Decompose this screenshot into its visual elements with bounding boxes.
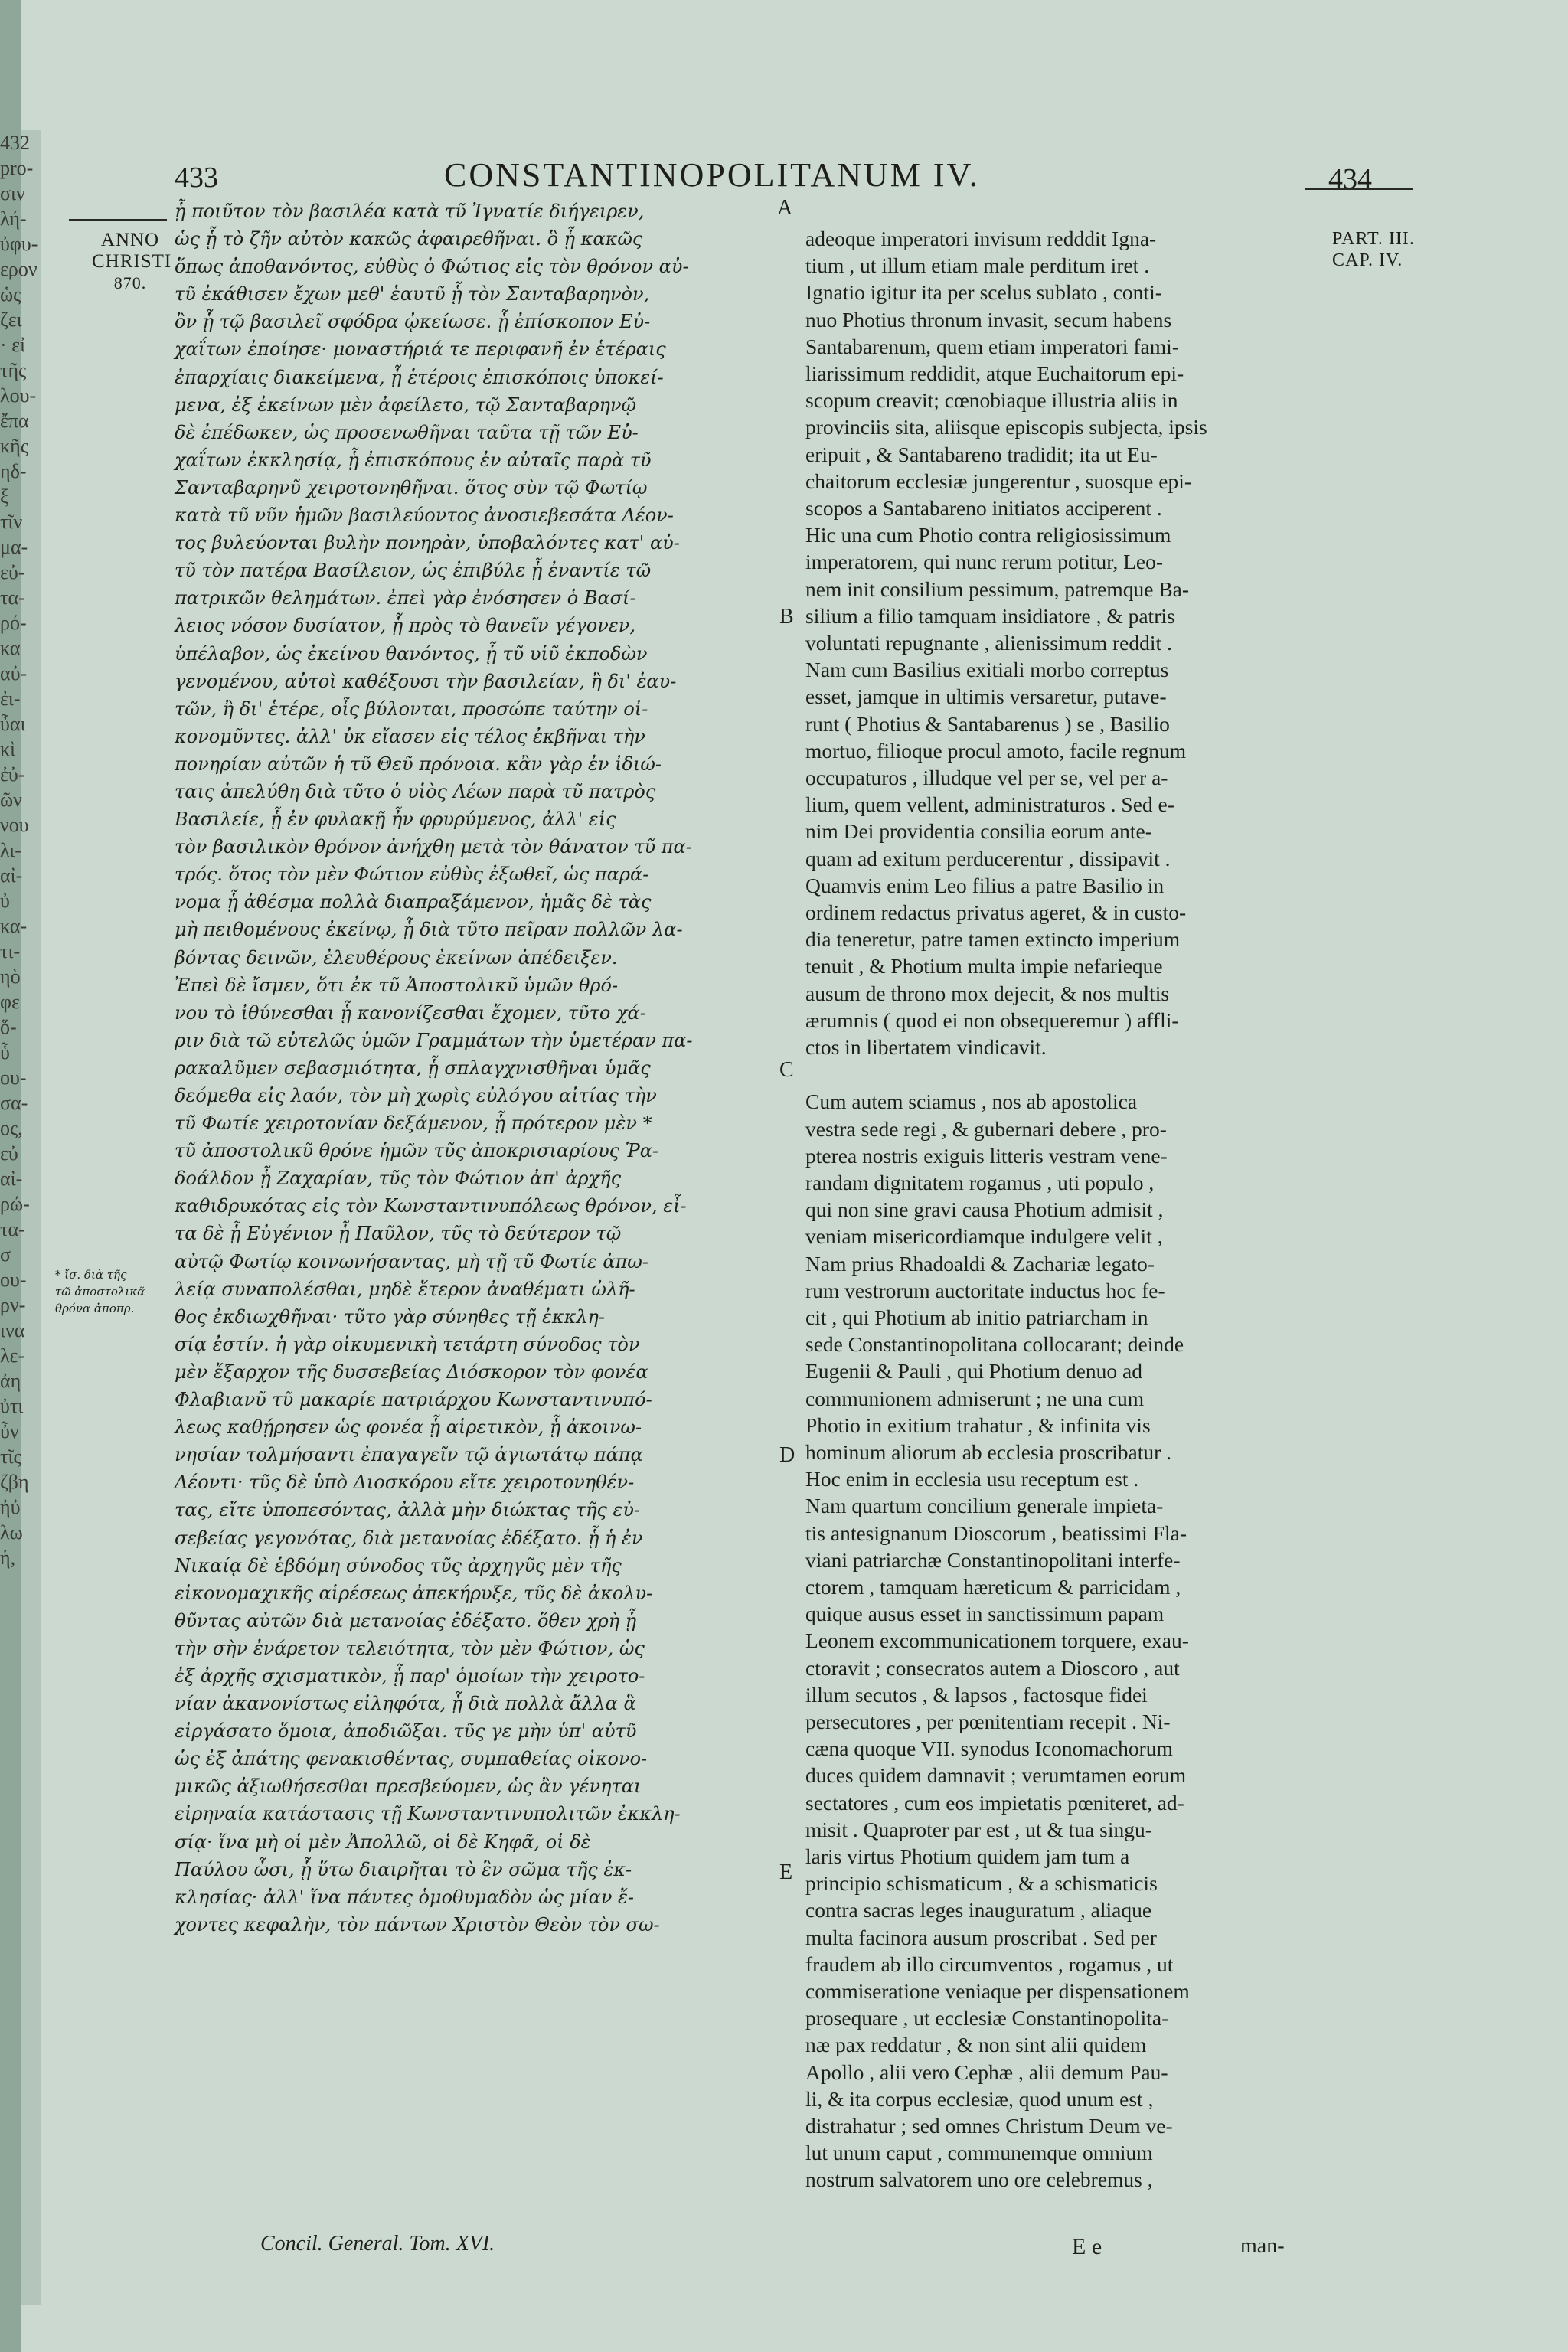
latin-text-line: nim Dei providentia consilia eorum ante- — [805, 819, 1152, 844]
latin-text-line: esset, jamque in ultimis versaretur, putave- — [805, 684, 1167, 709]
greek-text-line: μὴ πειθομένους ἐκείνῳ, ᾗ διὰ τῦτο πεῖραν πολλῶν λα- — [175, 919, 683, 941]
greek-text-line: ρακαλῦμεν σεβασμιότητα, ᾗ σπλαγχνισθῆναι ὑμᾶς — [175, 1057, 651, 1079]
part-label: PART. III. — [1332, 229, 1415, 249]
previous-page-fragment: φε — [0, 991, 20, 1013]
greek-text-line: τὴν σὴν ἐνάρετον τελειότητα, τὸν μὲν Φώτιον, ὡς — [175, 1637, 645, 1659]
latin-text-line: dia teneretur, patre tamen extincto imperium — [805, 927, 1181, 952]
previous-page-fragment: ζει — [0, 309, 22, 331]
greek-text-line: τρός. ὅτος τὸν μὲν Φώτιον εὐθὺς ἐξωθεῖ, ὡς παρά- — [175, 864, 649, 886]
latin-text-line: silium a filio tamquam insidiatore , & patris — [805, 603, 1175, 628]
greek-text-line: Σανταβαρηνῦ χειροτονηθῆναι. ὅτος σὺν τῷ Φωτίῳ — [175, 476, 648, 498]
latin-text-line: ctorem , tamquam hæreticum & parricidam , — [805, 1574, 1181, 1599]
previous-page-fragment: λε- — [0, 1344, 25, 1367]
latin-text-line: voluntati repugnante , alienissimum reddit . — [805, 631, 1172, 655]
previous-page-fragment: μα- — [0, 536, 28, 558]
previous-page-fragment: λι- — [0, 839, 21, 861]
latin-text-line: duces quidem damnavit ; verumtamen eorum — [805, 1763, 1187, 1788]
greek-text-line: ὡς ᾗ τὸ ζῆν αὐτὸν κακῶς ἀφαιρεθῆναι. ὃ ᾗ κακῶς — [175, 228, 643, 250]
previous-page-fragment: κῆς — [0, 435, 28, 457]
latin-text-line: veniam misericordiamque indulgere velit , — [805, 1224, 1163, 1249]
greek-text-line: λείᾳ συναπολέσθαι, μηδὲ ἕτερον ἀναθέματι ὠλῆ- — [175, 1278, 635, 1300]
greek-text-line: τῦ ἐκάθισεν ἔχων μεθ' ἑαυτῦ ᾗ τὸν Σανταβαρηνὸν, — [175, 283, 650, 305]
previous-page-fragment: · εἰ — [0, 334, 26, 356]
latin-text-line: Apollo , alii vero Cephæ , alii demum Pau- — [805, 2060, 1168, 2084]
greek-text-line: μὲν ἔξαρχον τῆς δυσσεβείας Διόσκορον τὸν φονέα — [175, 1361, 648, 1383]
greek-text-line: χαΐτων ἐκκλησίᾳ, ᾗ ἐπισκόπους ἐν αὐταῖς παρὰ τῦ — [175, 449, 652, 471]
greek-text-line: εἰργάσατο ὅμοια, ἀποδιῶξαι. τῦς γε μὴν ὑπ' αὐτῦ — [175, 1720, 637, 1743]
running-title: CONSTANTINOPOLITANUM IV. — [444, 156, 980, 194]
right-page-number: 434 — [1328, 163, 1372, 195]
greek-text-line: ταις ἀπελύθη διὰ τῦτο ὁ υἱὸς Λέων παρὰ τῦ πατρὸς — [175, 780, 656, 802]
previous-page-fragment: σα- — [0, 1092, 28, 1114]
greek-text-line: νομα ᾗ ἀθέσμα πολλὰ διαπραξάμενον, ἡμᾶς δὲ τὰς — [175, 891, 652, 913]
section-marker-d: D — [779, 1443, 795, 1467]
previous-page-fragment: ρν- — [0, 1294, 26, 1316]
greek-text-line: λεως καθῄρησεν ὡς φονέα ᾗ αἱρετικὸν, ᾗ ἀκοινω- — [175, 1416, 642, 1439]
greek-text-line: κονομῦντες. ἀλλ' ὐκ εἴασεν εἰς τέλος ἐκβῆναι τὴν — [175, 725, 645, 747]
greek-text-line: Νικαίᾳ δὲ ἑβδόμη σύνοδος τῦς ἀρχηγῦς μὲν τῆς — [175, 1554, 622, 1576]
greek-text-line: πατρικῶν θελημάτων. ἐπεὶ γὰρ ἐνόσησεν ὁ Βασί- — [175, 587, 636, 609]
latin-text-line: ærumnis ( quod ei non obsequeremur ) affli- — [805, 1008, 1179, 1032]
previous-page-fragment: ἐὐ- — [0, 763, 25, 786]
previous-page-fragment: ἡ, — [0, 1547, 16, 1569]
greek-text-line: ὑπέλαβον, ὡς ἐκείνου θανόντος, ᾗ τῦ υἱῦ ἐκποδὼν — [175, 642, 648, 665]
footer-source: Concil. General. Tom. XVI. — [260, 2232, 495, 2256]
previous-page-fragment: τα- — [0, 1218, 25, 1240]
greek-text-line: Φλαβιανῦ τῦ μακαρίε πατριάρχου Κωνσταντινυπό- — [175, 1389, 652, 1411]
previous-page-fragment: αὐ- — [0, 662, 28, 684]
paragraph-break — [805, 1060, 1341, 1088]
greek-text-line: Παύλου ὦσι, ᾗ ὕτω διαιρῆται τὸ ἓν σῶμα τῆς ἐκ- — [175, 1858, 632, 1880]
greek-text-line: εἰκονομαχικῆς αἱρέσεως ἀπεκήρυξε, τῦς δὲ ἀκολυ- — [175, 1582, 653, 1604]
previous-page-fragment: ὅ- — [0, 1016, 17, 1038]
marginal-note-line: θρόνα ἀποπρ. — [55, 1302, 135, 1315]
latin-text-line: Hoc enim in ecclesia usu receptum est . — [805, 1467, 1139, 1491]
previous-page-fragment: ὖν — [0, 1420, 19, 1442]
previous-page-fragment: σιν — [0, 182, 25, 204]
greek-text-line: Βασιλείε, ᾗ ἐν φυλακῇ ἦν φρυρύμενος, ἀλλ' εἰς — [175, 808, 616, 831]
latin-text-line: runt ( Photius & Santabarenus ) se , Basilio — [805, 711, 1170, 736]
greek-text-line: ὡς ἐξ ἀπάτης φενακισθέντας, συμπαθείας οἰκονο- — [175, 1748, 648, 1770]
previous-page-fragment: ρώ- — [0, 1193, 30, 1215]
latin-text-line: fraudem ab illo circumventos , rogamus , ut — [805, 1952, 1174, 1976]
latin-text-column — [805, 225, 1341, 2194]
latin-text-line: vestra sede regi , & gubernari debere , pro- — [805, 1116, 1167, 1141]
previous-page-fragment: ὐ — [0, 890, 10, 912]
latin-text-line: adeoque imperatori invisum redddit Igna- — [805, 227, 1157, 250]
previous-page-fragment: ῶν — [0, 789, 22, 811]
greek-text-line: χοντες κεφαλὴν, τὸν πάντων Χριστὸν Θεὸν τὸν σω- — [175, 1913, 660, 1936]
greek-text-line: μικῶς ἀξιωθήσεσθαι πρεσβεύομεν, ὡς ἂν γένηται — [175, 1775, 642, 1798]
latin-text-line: nostrum salvatorem uno ore celebremus , — [805, 2167, 1153, 2192]
previous-page-fragment: ἠὐ — [0, 1496, 21, 1518]
latin-text-line: randam dignitatem rogamus , uti populo , — [805, 1170, 1155, 1194]
latin-text-line: persecutores , per pœnitentiam recepit . Ni- — [805, 1709, 1171, 1733]
latin-text-line: hominum aliorum ab ecclesia proscribatur . — [805, 1439, 1172, 1464]
latin-text-line: scopos a Santabareno initiatos acciperent . — [805, 496, 1162, 521]
previous-page-fragment: νου — [0, 814, 29, 836]
greek-text-line: νησίαν τολμήσαντι ἐπαγαγεῖν τῷ ἁγιωτάτῳ πάπᾳ — [175, 1444, 643, 1466]
anno-christi-margin — [92, 230, 172, 294]
latin-text-line: provinciis sita, aliisque episcopis subjecta, ipsis — [805, 415, 1207, 439]
latin-text-line: misit . Quaproter par est , ut & tua singu- — [805, 1817, 1152, 1841]
previous-page-fragment: ινα — [0, 1319, 25, 1341]
marginal-note-line: τῶ ἀποστολικᾶ — [55, 1285, 145, 1298]
latin-text-line: nuo Photius thronum invasit, secum habens — [805, 307, 1172, 332]
previous-page-fragment: ου- — [0, 1269, 27, 1291]
previous-page-fragment: κὶ — [0, 738, 16, 760]
part-chapter-margin — [1332, 228, 1455, 271]
latin-text-line: communionem admiserunt ; ne una cum — [805, 1386, 1145, 1410]
latin-text-line: laris virtus Photium quidem jam tum a — [805, 1844, 1130, 1868]
latin-text-line: li, & ita corpus ecclesiæ, quod unum est , — [805, 2086, 1154, 2111]
latin-text-line: cæna quoque VII. synodus Iconomachorum — [805, 1736, 1173, 1761]
greek-text-line: κλησίας· ἀλλ' ἵνα πάντες ὁμοθυμαδὸν ὡς μίαν ἔ- — [175, 1886, 635, 1908]
previous-page-fragment: ὗ — [0, 1041, 10, 1063]
greek-text-line: χαΐτων ἐποίησε· μοναστήριά τε περιφανῆ ἐν ἑτέραις — [175, 338, 666, 361]
catchword: man- — [1240, 2234, 1285, 2258]
greek-text-line: κατὰ τῦ νῦν ἡμῶν βασιλεύοντος ἀνοσιεβεσάτα Λέον- — [175, 505, 674, 527]
latin-text-line: mortuo, filioque procul amoto, facile regnum — [805, 738, 1187, 763]
greek-text-line: σίᾳ ἐστίν. ἡ γὰρ οἰκυμενικὴ τετάρτη σύνοδος τὸν — [175, 1333, 640, 1355]
previous-page-fragment: αἰ- — [0, 1168, 23, 1190]
previous-page-fragment: λου- — [0, 384, 37, 407]
greek-text-line: δοάλδον ᾗ Ζαχαρίαν, τῦς τὸν Φώτιον ἀπ' ἀρχῆς — [175, 1168, 622, 1190]
latin-text-line: Hic una cum Photio contra religiosissimum — [805, 523, 1171, 547]
latin-text-line: contra sacras leges inauguratum , aliaque — [805, 1898, 1152, 1922]
latin-text-line: Eugenii & Pauli , qui Photium denuo ad — [805, 1359, 1142, 1383]
latin-text-line: tium , ut illum etiam male perditum iret . — [805, 253, 1150, 278]
latin-text-line: ordinem redactus privatus ageret, & in custo- — [805, 900, 1187, 925]
latin-text-line: Photio in exitium trahatur , & infinita vis — [805, 1413, 1151, 1437]
header-rule-left — [69, 219, 167, 220]
latin-text-line: Nam prius Rhadoaldi & Zachariæ legato- — [805, 1251, 1155, 1276]
marginal-note — [55, 1266, 170, 1317]
previous-page-fragment: ζβη — [0, 1471, 29, 1493]
previous-page-fragment: τῆς — [0, 359, 27, 381]
previous-page-fragment: ος, — [0, 1117, 23, 1139]
greek-text-line: θῦντας αὐτῶν διὰ μετανοίας ἐδέξατο. ὅθεν χρὴ ᾗ — [175, 1609, 637, 1632]
greek-text-line: θος ἐκδιωχθῆναι· τῦτο γὰρ σύνηθες τῇ ἐκκλη- — [175, 1305, 606, 1328]
greek-text-line: τῦ ἀποστολικῦ θρόνε ἡμῶν τῦς ἀποκρισιαρίους Ῥα- — [175, 1140, 659, 1162]
previous-page-fragment: τῖς — [0, 1446, 21, 1468]
previous-page-fragment: εὐ — [0, 1142, 18, 1165]
greek-text-line: σίᾳ· ἵνα μὴ οἱ μὲν Ἀπολλῶ, οἱ δὲ Κηφᾶ, οἱ δὲ — [175, 1831, 591, 1853]
latin-text-line: Nam quartum concilium generale impieta- — [805, 1494, 1164, 1518]
latin-text-line: pterea nostris exiguis litteris vestram vene- — [805, 1143, 1168, 1168]
greek-text-line: πονηρίαν αὐτῶν ἡ τῦ Θεῦ πρόνοια. κἂν γὰρ ἐν ἰδιώ- — [175, 753, 662, 775]
greek-text-line: ἐπαρχίαις διακείμενα, ᾗ ἑτέροις ἐπισκόποις ὑποκεί- — [175, 366, 664, 388]
latin-text-line: principio schismaticum , & a schismaticis — [805, 1871, 1158, 1896]
latin-text-line: illum secutos , & lapsos , factosque fidei — [805, 1682, 1148, 1707]
previous-page-fragment: ἀη — [0, 1370, 21, 1392]
latin-text-line: prosequare , ut ecclesiæ Constantinopolita- — [805, 2006, 1169, 2030]
latin-text-line: quique ausus esset in sanctissimum papam — [805, 1602, 1165, 1626]
latin-text-line: lium, quem vellent, administraturos . Sed e- — [805, 792, 1174, 817]
greek-text-line: τῶν, ἢ δι' ἑτέρε, οἷς βύλονται, προσώπε ταύτην οἰ- — [175, 697, 648, 720]
greek-text-line: δὲ ἐπέδωκεν, ὡς προσενωθῆναι ταῦτα τῇ τῶν Εὐ- — [175, 421, 639, 443]
previous-page-fragment: ερον — [0, 258, 38, 280]
latin-text-line: chaitorum ecclesiæ jungerentur , suosque epi- — [805, 469, 1192, 493]
latin-text-line: sede Constantinopolitana collocarant; deinde — [805, 1332, 1184, 1357]
greek-text-column — [175, 198, 779, 1939]
greek-text-line: ἐξ ἀρχῆς σχισματικὸν, ᾗ παρ' ὁμοίων τὴν χειροτο- — [175, 1664, 645, 1687]
greek-text-line: βόντας δεινῶν, ἐλευθέρους ἐκείνων ἀπέδειξεν. — [175, 946, 618, 969]
latin-text-line: distrahatur ; sed omnes Christum Deum ve- — [805, 2114, 1173, 2138]
latin-text-line: Leonem excommunicationem torquere, exau- — [805, 1628, 1189, 1653]
previous-page-fragment: ξ — [0, 485, 9, 508]
previous-page-fragment: τῖν — [0, 511, 23, 533]
greek-text-line: τας, εἴτε ὑποπεσόντας, ἀλλὰ μὴν διώκτας τῆς εὐ- — [175, 1499, 641, 1521]
latin-text-line: sectatores , cum eos impietatis pœniteret, ad- — [805, 1790, 1184, 1815]
previous-page-fragment: λω — [0, 1521, 23, 1544]
greek-text-line: τα δὲ ᾗ Εὐγένιον ᾗ Παῦλον, τῦς τὸ δεύτερον τῷ — [175, 1223, 622, 1245]
latin-text-line: qui non sine gravi causa Photium admisit , — [805, 1197, 1164, 1222]
previous-page-fragment: ὖαι — [0, 713, 26, 735]
previous-page-fragment: 432 — [0, 132, 30, 154]
previous-page-fragment: ρό- — [0, 612, 27, 634]
greek-text-line: εἰρηναία κατάστασις τῇ Κωνσταντινυπολιτῶν ἐκκλη- — [175, 1803, 681, 1825]
greek-text-line: νου τὸ ἰθύνεσθαι ᾗ κανονίζεσθαι ἔχομεν, τῦτο χά- — [175, 1001, 646, 1024]
latin-text-line: Quamvis enim Leo filius a patre Basilio in — [805, 873, 1165, 897]
latin-text-line: rum vestrorum auctoritate inductus hoc fe- — [805, 1278, 1165, 1302]
latin-text-line: eripuit , & Santabareno tradidit; ita ut Eu- — [805, 442, 1158, 466]
latin-text-line: scopum creavit; cœnobiaque illustria aliis in — [805, 388, 1178, 413]
latin-text-line: lut unum caput , communemque omnium — [805, 2141, 1153, 2165]
latin-text-line: Nam cum Basilius exitiali morbo correptus — [805, 658, 1169, 682]
latin-text-line: tis antesignanum Dioscorum , beatissimi Fla- — [805, 1521, 1187, 1545]
greek-text-line: τῦ τὸν πατέρα Βασίλειον, ὡς ἐπιβύλε ᾗ ἐναντίε τῶ — [175, 560, 652, 582]
previous-page-fragment: pro- — [0, 157, 34, 179]
chapter-label: CAP. IV. — [1332, 250, 1403, 270]
previous-page-fragment: εὐ- — [0, 561, 25, 583]
previous-page-fragment: τι- — [0, 940, 21, 962]
greek-text-line: ὅπως ἀποθανόντος, εὐθὺς ὁ Φώτιος εἰς τὸν θρόνον αὐ- — [175, 256, 689, 278]
previous-page-fragment: ὐφυ- — [0, 233, 38, 255]
greek-text-line: ᾗ ποιῦτον τὸν βασιλέα κατὰ τῦ Ἰγνατίε διήγειρεν, — [175, 201, 645, 222]
latin-text-line: imperatorem, qui nunc rerum potitur, Leo- — [805, 550, 1164, 574]
greek-text-line: Λέοντι· τῦς δὲ ὑπὸ Διοσκόρου εἴτε χειροτονηθέν- — [175, 1472, 635, 1494]
greek-text-line: τὸν βασιλικὸν θρόνον ἀνήχθη μετὰ τὸν θάνατον τῦ πα- — [175, 836, 692, 858]
previous-page-fragment: κα — [0, 637, 21, 659]
latin-text-line: viani patriarchæ Constantinopolitani interfe- — [805, 1547, 1181, 1572]
latin-text-line: Santabarenum, quem etiam imperatori fami- — [805, 334, 1179, 358]
latin-text-line: ctos in libertatem vindicavit. — [805, 1035, 1047, 1060]
header-rule-right — [1305, 188, 1413, 190]
previous-page-fragment: ἐι- — [0, 688, 21, 710]
latin-text-line: ausum de throno mox dejecit, & nos multis — [805, 981, 1170, 1005]
greek-text-line: Ἐπεὶ δὲ ἴσμεν, ὅτι ἐκ τῦ Ἀποστολικῦ ὑμῶν θρό- — [175, 974, 619, 996]
greek-text-line: σεβείας γεγονότας, διὰ μετανοίας ἐδέξατο. ᾗ ἡ ἐν — [175, 1527, 643, 1549]
greek-text-line: αὐτῷ Φωτίῳ κοινωνήσαντας, μὴ τῇ τῦ Φωτίε ἀπω- — [175, 1250, 648, 1272]
greek-text-line: δεόμεθα εἰς λαόν, τὸν μὴ χωρὶς εὐλόγου αἰτίας τὴν — [175, 1085, 657, 1106]
latin-text-line: Ignatio igitur ita per scelus sublato , conti- — [805, 280, 1162, 305]
previous-page-fragment: ηὸ — [0, 965, 21, 988]
marginal-note-line: * ἴσ. διὰ τῆς — [55, 1268, 127, 1282]
previous-page-fragment: σ — [0, 1243, 11, 1266]
previous-page-fragment: κα- — [0, 915, 28, 937]
year-label: 870. — [113, 273, 147, 292]
greek-text-line: καθιδρυκότας εἰς τὸν Κωνσταντινυπόλεως θρόνον, εἶ- — [175, 1195, 687, 1217]
latin-text-line: commiseratione veniaque per dispensationem — [805, 1979, 1190, 2003]
previous-page-fragment: αἰ- — [0, 864, 23, 887]
previous-page-fragment: ὡς — [0, 283, 21, 305]
previous-page-fragment: λή- — [0, 207, 27, 230]
latin-text-line: Cum autem sciamus , nos ab apostolica — [805, 1089, 1138, 1114]
previous-page-fragment: ου- — [0, 1067, 27, 1089]
left-page-number: 433 — [175, 162, 218, 194]
greek-text-line: ριν διὰ τῶ εὐτελῶς ὑμῶν Γραμμάτων τὴν ὑμετέραν πα- — [175, 1029, 693, 1051]
greek-text-line: ὃν ᾗ τῷ βασιλεῖ σφόδρα ᾠκείωσε. ᾗ ἐπίσκοπον Εὐ- — [175, 311, 651, 333]
greek-text-line: μενα, ἐξ ἐκείνων μὲν ἀφείλετο, τῷ Σανταβαρηνῷ — [175, 394, 637, 416]
section-marker-a: A — [777, 196, 793, 220]
latin-text-line: multa facinora ausum proscribat . Sed per — [805, 1925, 1157, 1949]
greek-text-line: νίαν ἀκανονίστως εἰληφότα, ᾗ διὰ πολλὰ ἄλλα ἃ — [175, 1693, 636, 1715]
greek-text-line: γενομένου, αὐτοὶ καθέξουσι τὴν βασιλείαν, ἢ δι' ἑαυ- — [175, 670, 677, 692]
latin-text-line: cit , qui Photium ab initio patriarcham in — [805, 1305, 1148, 1329]
latin-text-line: liarissimum reddidit, atque Euchaitorum epi- — [805, 361, 1184, 386]
section-marker-e: E — [779, 1860, 793, 1884]
greek-text-line: λειος νόσον δυσίατον, ᾗ πρὸς τὸ θανεῖν γέγονεν, — [175, 615, 635, 637]
previous-page-fragment: ηδ- — [0, 460, 27, 482]
greek-text-line: τῦ Φωτίε χειροτονίαν δεξάμενον, ᾗ πρότερον μὲν * — [175, 1112, 652, 1135]
latin-text-line: tenuit , & Photium multa impie nefarieque — [805, 954, 1163, 978]
signature-mark: E e — [1072, 2234, 1102, 2259]
anno-label: ANNO — [100, 230, 160, 250]
previous-page-margin — [0, 130, 38, 1570]
latin-text-line: quam ad exitum perducerentur , dissipavit . — [805, 846, 1171, 871]
christi-label: CHRISTI — [92, 251, 172, 272]
previous-page-fragment: ὐτι — [0, 1395, 24, 1417]
latin-text-line: nem init consilium pessimum, patremque Ba- — [805, 577, 1190, 601]
section-marker-b: B — [779, 605, 794, 629]
previous-page-fragment: ἔπα — [0, 410, 29, 432]
section-marker-c: C — [779, 1058, 794, 1082]
latin-text-line: occupaturos , illudque vel per se, vel per a- — [805, 766, 1168, 790]
previous-page-fragment: τα- — [0, 586, 25, 609]
latin-text-line: ctoravit ; consecratos autem a Dioscoro , aut — [805, 1655, 1180, 1680]
latin-text-line: næ pax reddatur , & non sint alii quidem — [805, 2033, 1147, 2057]
greek-text-line: τος βυλεύονται βυλὴν πονηρὰν, ὑποβαλόντες κατ' αὐ- — [175, 532, 680, 554]
